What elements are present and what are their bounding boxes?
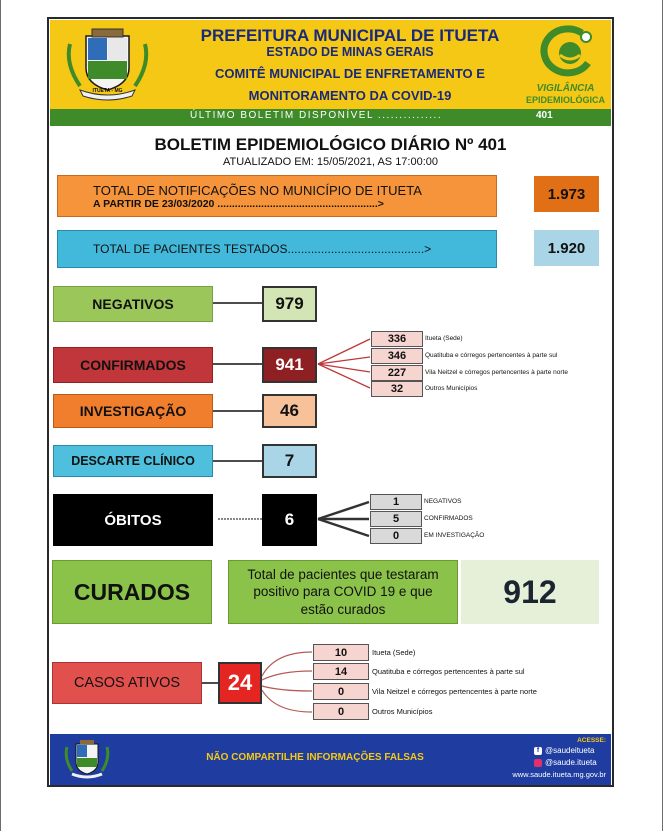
confirmados-label: CONFIRMADOS xyxy=(53,347,213,383)
notifications-line-2: A PARTIR DE 23/03/2020 .......................................................> xyxy=(93,197,384,210)
footer-message: NÃO COMPARTILHE INFORMAÇÕES FALSAS xyxy=(206,752,424,763)
confirmados-breakdown-place: Vila Neitzel e córregos pertencentes à parte norte xyxy=(425,369,568,376)
ativos-breakdown-place: Vila Neitzel e córregos pertencentes à parte norte xyxy=(372,687,537,696)
ativos-breakdown-box: 14 xyxy=(313,663,369,680)
ativos-breakdown-place: Quatituba e córregos pertencentes à parte sul xyxy=(372,667,525,676)
descarte-label: DESCARTE CLÍNICO xyxy=(53,445,213,477)
negativos-label: NEGATIVOS xyxy=(53,286,213,322)
confirmados-breakdown-place: Outros Municípios xyxy=(425,385,478,392)
header-line-4: MONITORAMENTO DA COVID-19 xyxy=(248,88,452,103)
curados-description: Total de pacientes que testaram positivo para COVID 19 e que estão curados xyxy=(228,560,458,624)
footer-facebook[interactable]: @saudeitueta xyxy=(545,746,595,755)
ativos-value: 24 xyxy=(218,662,262,704)
ativos-breakdown-place: Outros Municípios xyxy=(372,707,433,716)
notifications-line-1: TOTAL DE NOTIFICAÇÕES NO MUNICÍPIO DE ITUETA xyxy=(93,182,422,198)
last-bulletin-label: ÚLTIMO BOLETIM DISPONÍVEL ............... xyxy=(190,110,443,121)
confirmados-value: 941 xyxy=(262,347,317,383)
curados-value: 912 xyxy=(461,560,599,624)
ativos-breakdown-box: 10 xyxy=(313,644,369,661)
facebook-icon[interactable]: f xyxy=(534,747,542,755)
footer-instagram[interactable]: @saude.itueta xyxy=(545,758,597,767)
header-line-1: PREFEITURA MUNICIPAL DE ITUETA xyxy=(200,26,500,45)
tested-label: TOTAL DE PACIENTES TESTADOS.........................................> xyxy=(93,242,432,256)
confirmados-breakdown-box: 32 xyxy=(371,381,423,397)
ativos-breakdown-box: 0 xyxy=(313,703,369,720)
curados-label: CURADOS xyxy=(52,560,212,624)
updated-timestamp: ATUALIZADO EM: 15/05/2021, AS 17:00:00 xyxy=(222,156,439,168)
notifications-value: 1.973 xyxy=(534,176,599,212)
confirmados-breakdown-place: Quatituba e córregos pertencentes à parte sul xyxy=(425,352,558,359)
header-line-3: COMITÊ MUNICIPAL DE ENFRETAMENTO E xyxy=(215,66,485,81)
obitos-label: ÓBITOS xyxy=(53,494,213,546)
ativos-breakdown-place: Itueta (Sede) xyxy=(372,648,416,657)
negativos-value: 979 xyxy=(262,286,317,322)
ativos-breakdown-box: 0 xyxy=(313,683,369,700)
header-line-2: ESTADO DE MINAS GERAIS xyxy=(266,45,434,59)
obitos-breakdown-status: EM INVESTIGAÇÃO xyxy=(424,532,485,539)
obitos-breakdown-box: 0 xyxy=(370,528,422,544)
confirmados-breakdown-box: 227 xyxy=(371,365,423,381)
obitos-breakdown-box: 1 xyxy=(370,494,422,510)
investigacao-value: 46 xyxy=(262,394,317,428)
confirmados-breakdown-box: 336 xyxy=(371,331,423,347)
footer-website[interactable]: www.saude.itueta.mg.gov.br xyxy=(512,770,606,779)
confirmados-breakdown-place: Itueta (Sede) xyxy=(425,335,463,342)
instagram-icon[interactable] xyxy=(534,759,542,767)
logo-text-vigilancia: VIGILÂNCIA xyxy=(536,83,595,94)
footer-access-label: ACESSE: xyxy=(577,737,606,744)
investigacao-label: INVESTIGAÇÃO xyxy=(53,394,213,428)
seal-ribbon-text: ITUETA - MG xyxy=(92,88,123,94)
ativos-label: CASOS ATIVOS xyxy=(52,662,202,704)
logo-text-epidemiologica: EPIDEMIOLÓGICA xyxy=(525,95,605,105)
footer-seal-icon xyxy=(62,737,112,782)
tested-value: 1.920 xyxy=(534,230,599,266)
confirmados-breakdown-box: 346 xyxy=(371,348,423,364)
descarte-value: 7 xyxy=(262,444,317,478)
last-bulletin-number: 401 xyxy=(536,110,553,121)
obitos-breakdown-box: 5 xyxy=(370,511,422,527)
bulletin-title: BOLETIM EPIDEMIOLÓGICO DIÁRIO Nº 401 xyxy=(154,135,507,154)
obitos-breakdown-status: NEGATIVOS xyxy=(424,498,462,505)
obitos-breakdown-status: CONFIRMADOS xyxy=(424,515,473,522)
obitos-value: 6 xyxy=(262,494,317,546)
